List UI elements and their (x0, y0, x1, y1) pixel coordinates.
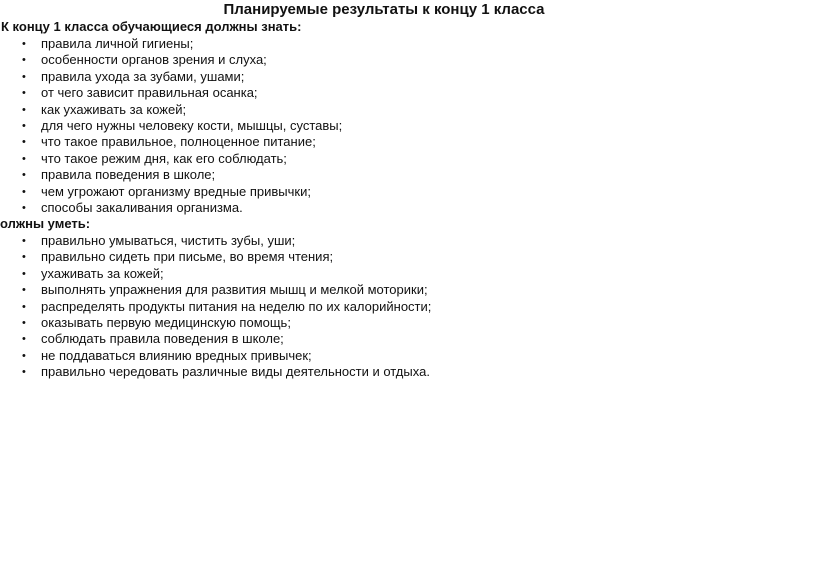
bullet-icon: • (22, 87, 26, 100)
bullet-icon: • (22, 185, 26, 198)
list-item-text: правильно умываться, чистить зубы, уши; (41, 233, 296, 248)
list-item (0, 331, 431, 347)
bullet-icon: • (22, 300, 26, 313)
bullet-icon: • (22, 349, 26, 362)
bullet-icon: • (22, 366, 26, 379)
list-item-text: распределять продукты питания на неделю по их калорийности; (41, 298, 432, 314)
list-item-text: особенности органов зрения и слуха; (41, 52, 267, 68)
list-item-text: правильно сидеть при письме, во время чтения; (41, 249, 334, 265)
list-item-text: не поддаваться влиянию вредных привычек; (41, 347, 312, 363)
bullet-icon: • (22, 103, 26, 116)
list-item-text: правила поведения в школе; (41, 167, 216, 183)
bullet-icon: • (22, 136, 26, 149)
bullet-icon: • (22, 235, 26, 247)
bullet-icon: • (22, 251, 26, 264)
list-item-text: ухаживать за кожей; (41, 265, 164, 281)
list-item (0, 69, 342, 85)
list-item-text: правила ухода за зубами, ушами; (41, 68, 245, 84)
list-item (0, 85, 342, 101)
list-item-text: чем угрожают организму вредные привычки; (41, 183, 311, 199)
bullet-icon: • (22, 152, 26, 165)
list-item (0, 36, 342, 52)
bullet-icon: • (22, 267, 26, 280)
list-item (0, 52, 342, 68)
bullet-icon: • (22, 54, 26, 67)
can-list (0, 233, 431, 381)
list-item (0, 134, 342, 150)
list-item (0, 282, 431, 298)
list-item (0, 184, 342, 200)
bullet-icon: • (22, 70, 26, 83)
list-item (0, 348, 431, 364)
list-item-text: что такое правильное, полноценное питание; (41, 134, 316, 150)
list-item-text: от чего зависит правильная осанка; (41, 85, 258, 101)
list-item-text: правила личной гигиены; (41, 36, 194, 51)
bullet-icon: • (22, 119, 26, 132)
bullet-icon: • (22, 333, 26, 346)
bullet-icon: • (22, 316, 26, 329)
page-title: Планируемые результаты к концу 1 класса (223, 1, 545, 18)
list-item-text: соблюдать правила поведения в школе; (41, 331, 284, 347)
bullet-icon: • (22, 284, 26, 297)
bullet-icon: • (22, 38, 26, 50)
list-item (0, 266, 431, 282)
list-item (0, 118, 342, 134)
list-item (0, 102, 342, 118)
list-item-text: способы закаливания организма. (41, 199, 243, 215)
list-item (0, 249, 431, 265)
list-item (0, 364, 431, 380)
list-item-text: что такое режим дня, как его соблюдать; (41, 150, 287, 166)
list-item-text: выполнять упражнения для развития мышц и мелкой моторики; (41, 282, 428, 298)
bullet-icon: • (22, 201, 26, 214)
list-item-text: как ухаживать за кожей; (41, 101, 187, 117)
know-list (0, 36, 342, 216)
list-item (0, 233, 431, 249)
list-item (0, 167, 342, 183)
list-item (0, 200, 342, 216)
list-item (0, 299, 431, 315)
list-item-text: правильно чередовать различные виды деятельности и отдыха. (41, 364, 430, 380)
section-heading-know: К концу 1 класса обучающиеся должны знать: (1, 19, 302, 34)
bullet-icon: • (22, 169, 26, 182)
section-heading-can: олжны уметь: (0, 216, 91, 231)
list-item-text: оказывать первую медицинскую помощь; (41, 314, 291, 330)
list-item-text: для чего нужны человеку кости, мышцы, суставы; (41, 117, 343, 133)
list-item (0, 151, 342, 167)
list-item (0, 315, 431, 331)
